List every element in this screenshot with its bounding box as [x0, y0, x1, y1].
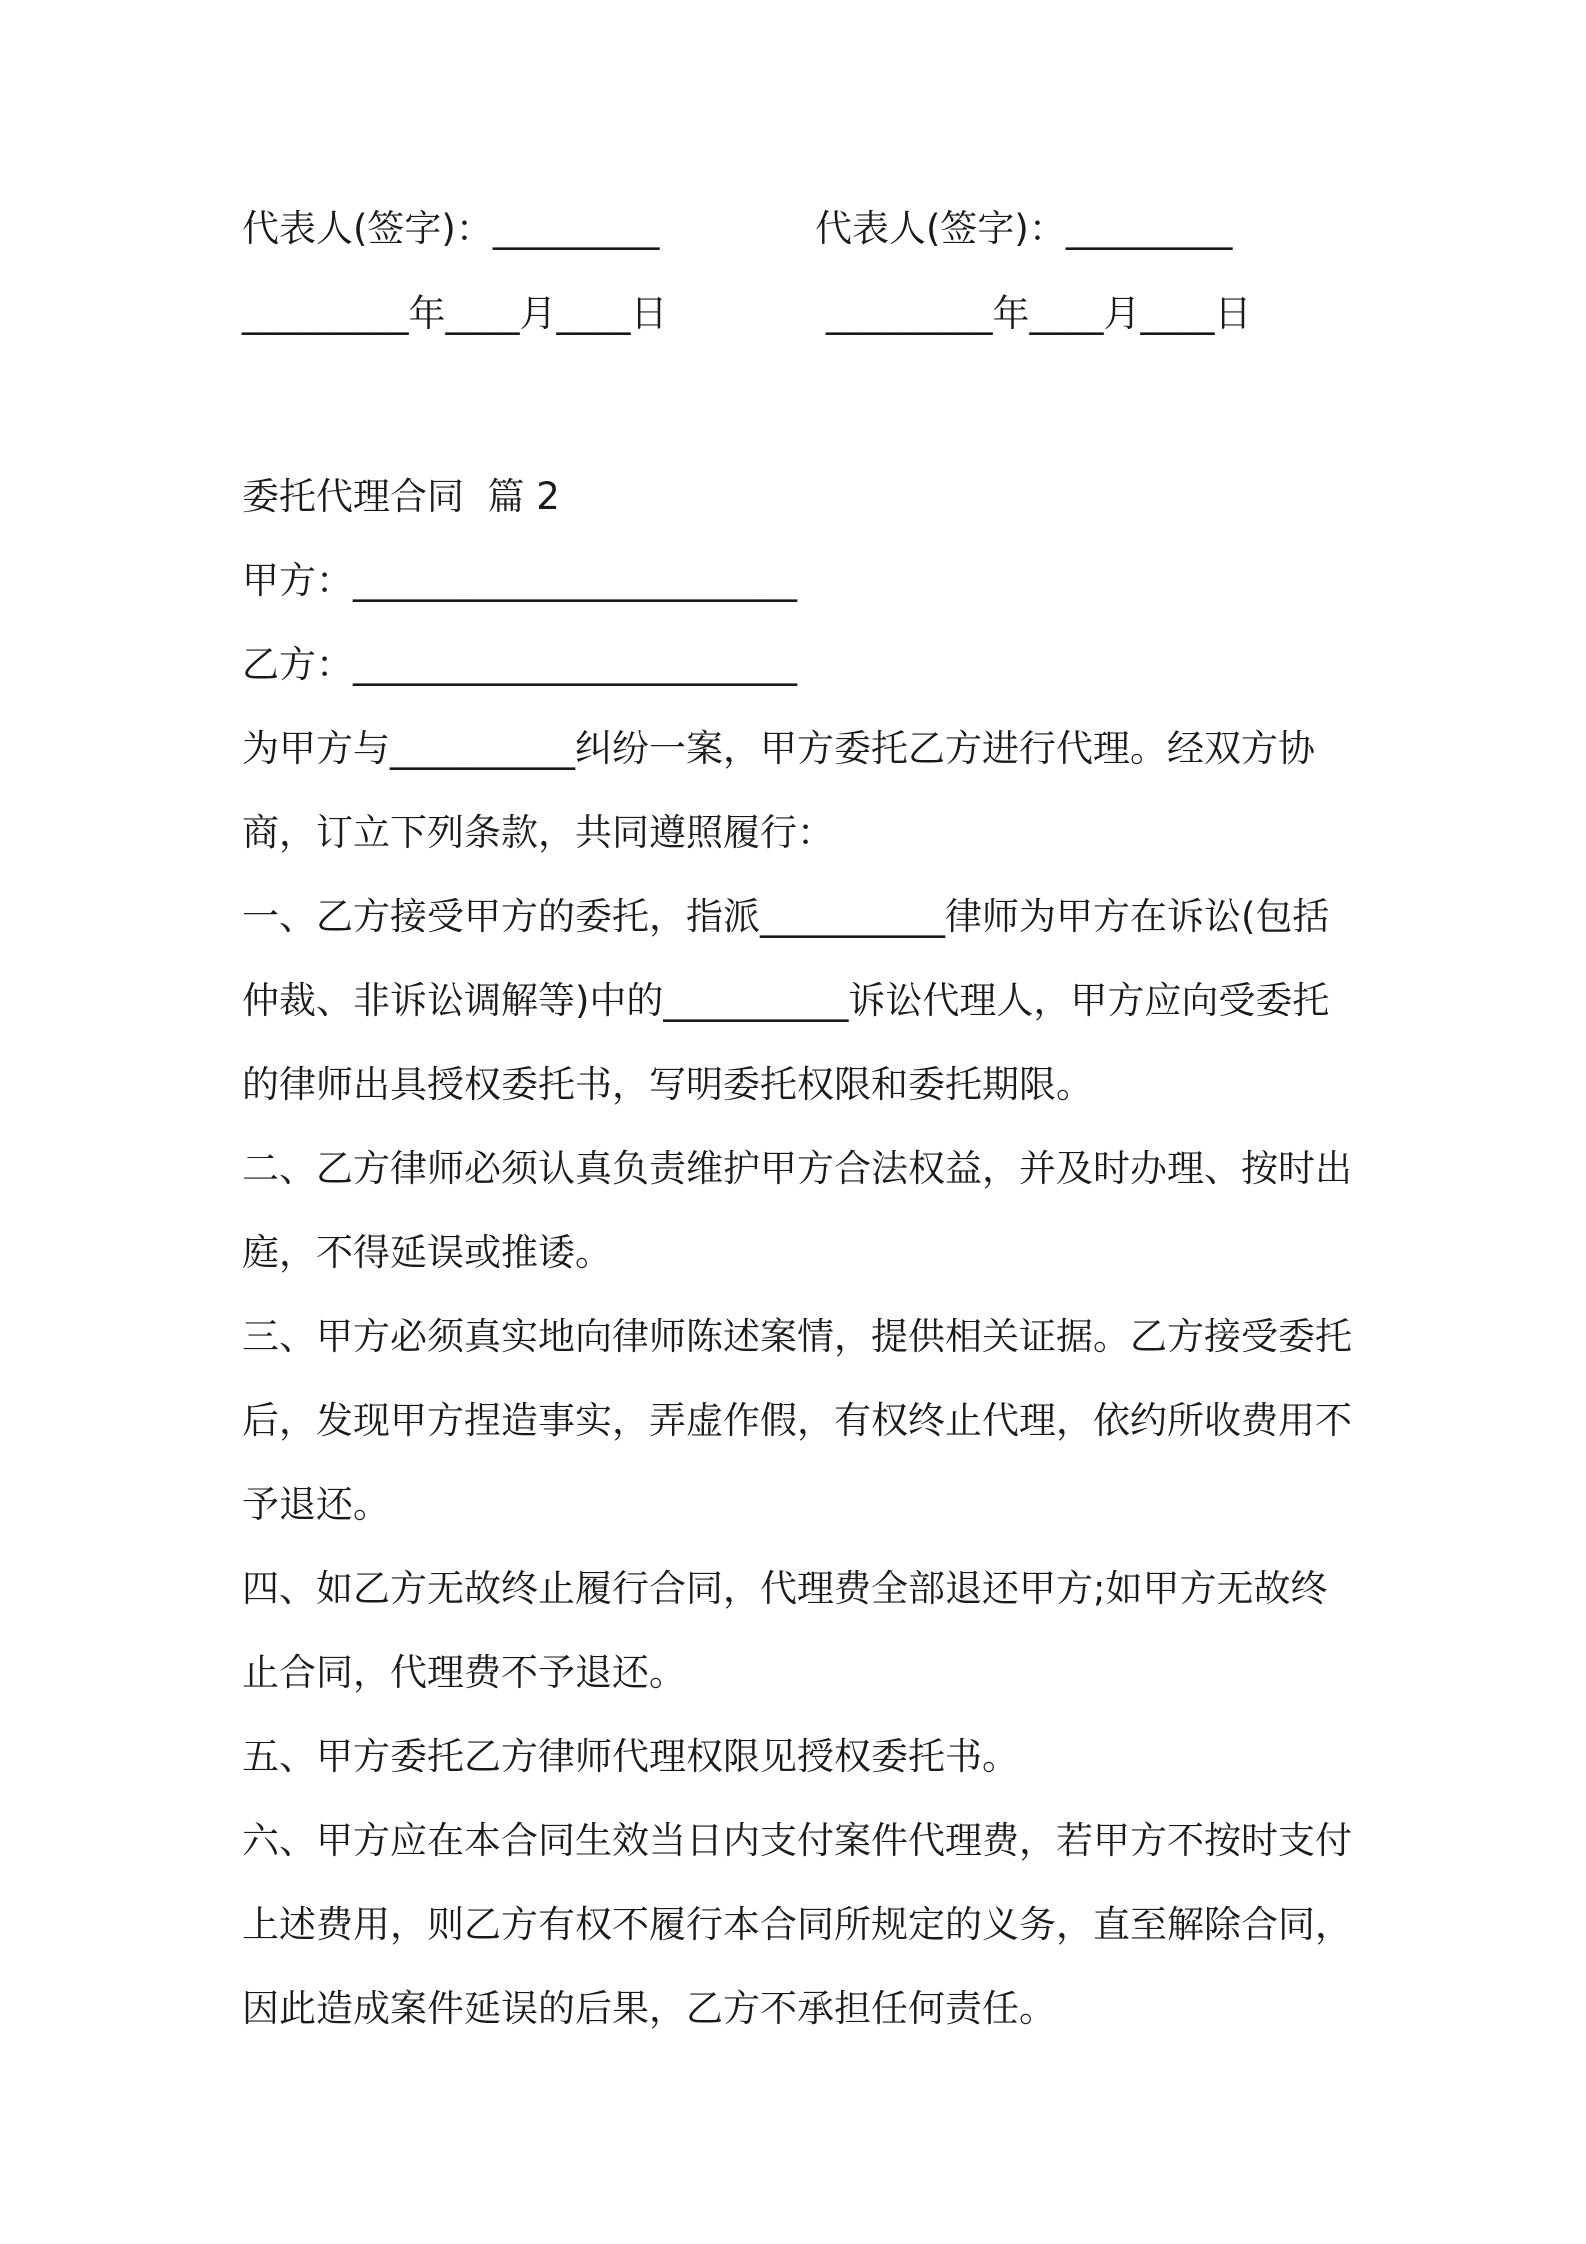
paragraph-line: 一、乙方接受甲方的委托，指派__________律师为甲方在诉讼(包括	[242, 895, 1330, 938]
party-b-line: 乙方：________________________	[242, 643, 797, 686]
party-b-representative-signature: 代表人(签字)：_________	[815, 207, 1233, 250]
paragraph-line: 的律师出具授权委托书，写明委托权限和委托期限。	[242, 1063, 1093, 1106]
paragraph-line: 予退还。	[242, 1483, 390, 1526]
party-a-signature-date: _________年____月____日	[242, 292, 668, 335]
paragraph-line: 庭，不得延误或推诿。	[242, 1231, 612, 1274]
clause-4	[242, 1547, 1362, 1715]
contract-section	[242, 455, 1362, 2051]
paragraph-line: 商，订立下列条款，共同遵照履行：	[242, 811, 834, 854]
section-title: 委托代理合同 篇 2	[242, 475, 560, 518]
party-a-representative-signature: 代表人(签字)：_________	[242, 207, 660, 250]
party-b-signature-date: _________年____月____日	[826, 292, 1252, 335]
paragraph-line: 为甲方与__________纠纷一案，甲方委托乙方进行代理。经双方协	[242, 727, 1315, 770]
paragraph-line: 仲裁、非诉讼调解等)中的__________诉讼代理人，甲方应向受委托	[242, 979, 1330, 1022]
paragraph-line: 因此造成案件延误的后果，乙方不承担任何责任。	[242, 1987, 1056, 2030]
paragraph-line: 止合同，代理费不予退还。	[242, 1651, 686, 1694]
clause-5	[242, 1715, 1362, 1799]
paragraph-line: 五、甲方委托乙方律师代理权限见授权委托书。	[242, 1735, 1019, 1778]
paragraph-line: 三、甲方必须真实地向律师陈述案情，提供相关证据。乙方接受委托	[242, 1315, 1352, 1358]
paragraph-line: 二、乙方律师必须认真负责维护甲方合法权益，并及时办理、按时出	[242, 1147, 1352, 1190]
party-a-line: 甲方：________________________	[242, 559, 797, 602]
clause-6	[242, 1799, 1362, 2051]
paragraph-line: 六、甲方应在本合同生效当日内支付案件代理费，若甲方不按时支付	[242, 1819, 1352, 1862]
paragraph-line: 上述费用，则乙方有权不履行本合同所规定的义务，直至解除合同，	[242, 1903, 1352, 1946]
paragraph-line: 后，发现甲方捏造事实，弄虚作假，有权终止代理，依约所收费用不	[242, 1399, 1352, 1442]
paragraph-intro	[242, 707, 1362, 875]
clause-3	[242, 1295, 1362, 1547]
clause-2	[242, 1127, 1362, 1295]
clause-1	[242, 875, 1362, 1127]
paragraph-line: 四、如乙方无故终止履行合同，代理费全部退还甲方;如甲方无故终	[242, 1567, 1328, 1610]
